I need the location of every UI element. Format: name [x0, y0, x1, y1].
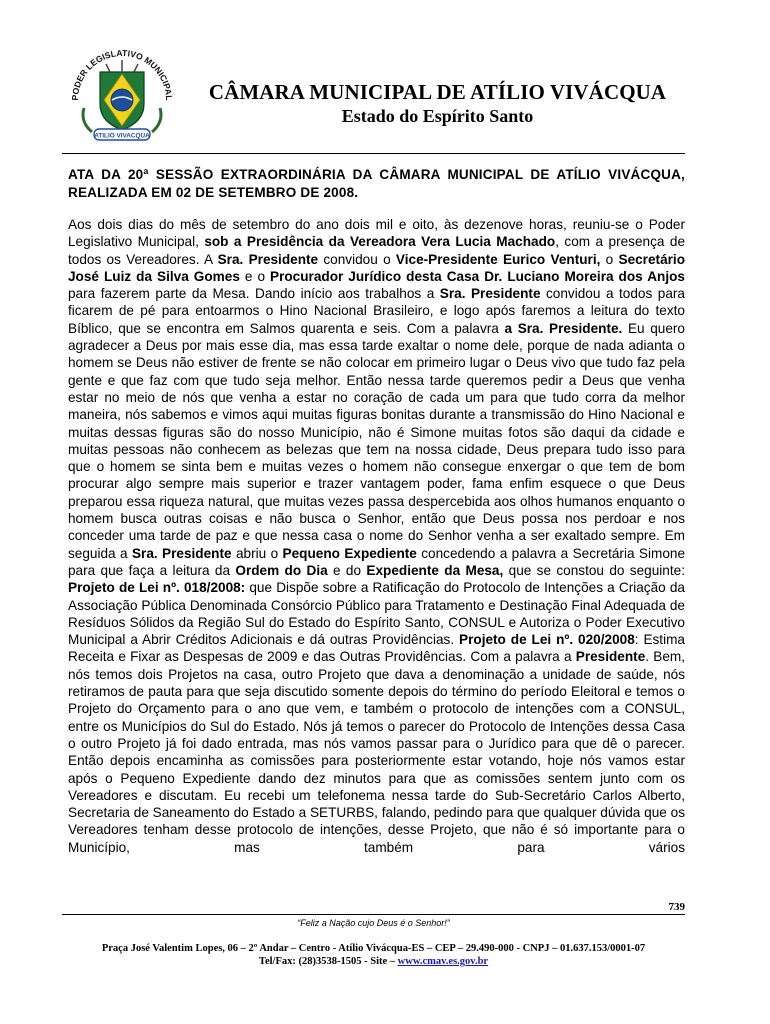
page-number: 739 [668, 901, 685, 913]
body-bold-run: Ordem do Dia [235, 562, 328, 578]
body-bold-run: Pequeno Expediente [282, 545, 417, 561]
body-bold-run: Sra. Presidente [131, 545, 232, 561]
footer-site-link[interactable]: www.cmav.es.gov.br [397, 956, 489, 967]
body-text-run: que Dispõe sobre a Ratificação do Protocolo de Intenções a Criação da Associação Pública Denominada Consórcio Público para Tratamento e Destinação Final Adequada de Resíduos Sólidos da Região Sul do Estado do Espírito Santo, CONSUL e Autoriza o Poder Executivo Municipal a Abrir Créditos Adicionais e dá outras Providências. [68, 580, 685, 648]
body-bold-run: Vice-Presidente Eurico Venturi, [395, 251, 601, 267]
body-text-run: abriu o [231, 545, 283, 561]
body-text-run: Aos dois dias do mês de setembro do ano dois mil e oito, às dezenove horas, reuniu-se o Poder Legislativo Municipal, [68, 217, 685, 250]
body-text-run: concedendo a palavra a Secretária Simone para que faça a leitura da [68, 545, 686, 578]
body-text-run: para fazerem parte da Mesa. Dando início aos trabalhos a [68, 286, 440, 302]
body-bold-run: Projeto de Lei nº. 020/2008 [459, 632, 635, 648]
body-text-run: e o [239, 268, 271, 284]
footer-phone: Tel/Fax: (28)3538-1505 - Site – [258, 956, 398, 967]
body-text-run: e do [327, 562, 367, 578]
seal-ribbon-text: ATILIO VIVACQUA [94, 132, 150, 140]
body-bold-run: Procurador Jurídico desta Casa Dr. Luciano Moreira dos Anjos [270, 268, 685, 284]
body-bold-run: Projeto de Lei nº. 018/2008: [68, 580, 246, 596]
body-text-run: . Bem, nós temos dois Projetos na casa, outro Projeto que dava a denominação a unidade de saúde, nós retiramos de pauta para que seja discutido somente depois do término do período Eleitoral e temos o Projeto do Orçamento para o ano que vem, e também o protocolo de intenções com a CONSUL, entre os Municípios do Sul do Estado. Nós já temos o parecer do Protocolo de Intenções dessa Casa o outro Projeto já foi dado entrada, mas nós vamos passar para o Jurídico para que dê o parecer. Então depois encaminha as comissões para posteriormente estar votando, hoje nós vamos estar após o Pequeno Expediente dando dez minutos para que as comissões sentem junto com os Vereadores e discutam. Eu recebi um telefonema nessa tarde do Sub-Secretário Carlos Alberto, Secretaria de Saneamento do Estado a SETURBS, falando, pedindo para que qualquer dúvida que os Vereadores tenham desse protocolo de intenções, desse Projeto, que não é só importante para o Município, mas também para vários [68, 649, 685, 855]
body-text-run: Eu quero agradecer a Deus por mais esse dia, mas essa tarde exaltar o nome dele, porque de nada adianta o homem se Deus não estiver de frente se não colocar em primeiro lugar o Deus vivo que tudo faz pela gente e que faz com que tudo seja melhor. Então nessa tarde queremos pedir a Deus que venha estar no meio de nós que venha a estar no coração de cada um para que tudo corra da melhor maneira, nós sabemos e vimos aqui muitas figuras bonitas durante a transmissão do Hino Nacional e muitas dessas figuras são do nosso Município, não é Simone muitas fotos são daqui da cidade e muitas pessoas não conhecem as belezas que tem na nossa cidade, Deus prepara tudo isso para que o homem se sinta bem e muitas vezes o homem não consegue enxergar o que tem de bom procurar algo sempre mais superior e trazer vantagem poder, fama enfim esquece o que Deus preparou essa riqueza natural, que muitas vezes passa despercebida aos olhos humanos enquanto o homem busca outras coisas e não busca o Senhor, então que Deus possa nos perdoar e nos conceder uma tarde de paz e que nessa casa o nome do Senhor venha a ser exaltado sempre. Em seguida a [68, 320, 685, 561]
body-text-run: , com a presença de todos os Vereadores. A [68, 234, 685, 267]
body-bold-run: Secretário José Luiz da Silva Gomes [68, 251, 685, 284]
body-bold-run: Presidente [575, 649, 646, 665]
body-bold-run: Sra. Presidente [439, 286, 541, 302]
footer-address: Praça José Valentim Lopes, 06 – 2º Andar – Centro - Atílio Vivácqua-ES – CEP – 29.490-000 - CNPJ – 01.637.153/0001-07 [101, 943, 646, 954]
footer-contact [62, 955, 685, 968]
body-text-run: convidou a todos para ficarem de pé para entoarmos o Hino Nacional Brasileiro, e logo após faremos a leitura do texto Bíblico, que se encontra em Salmos quarenta e seis. Com a palavra [68, 286, 685, 336]
header-divider [62, 153, 685, 154]
body-bold-run: sob a Presidência da Vereadora Vera Lucia Machado [204, 234, 556, 250]
body-text-run: que se constou do seguinte: [503, 562, 685, 578]
page-subtitle: Estado do Espírito Santo [341, 106, 534, 126]
body-bold-run: Sra. Presidente [217, 251, 319, 267]
footer-divider [62, 914, 685, 915]
page-title: CÂMARA MUNICIPAL DE ATÍLIO VIVÁCQUA [208, 80, 667, 104]
legislative-seal-logo [62, 38, 182, 146]
minutes-heading: ATA DA 20ª SESSÃO EXTRAORDINÁRIA DA CÂMARA MUNICIPAL DE ATÍLIO VIVÁCQUA, REALIZADA EM 02 DE SETEMBRO DE 2008. [68, 167, 685, 200]
minutes-body [68, 216, 685, 856]
body-text-run: : Estima Receita e Fixar as Despesas de 2009 e das Outras Providências. Com a palavra a [68, 632, 685, 665]
body-bold-run: Expediente da Mesa, [366, 562, 504, 578]
body-text-run: convidou o [318, 251, 396, 267]
footer-motto: “Feliz a Nação cujo Deus é o Senhor!” [297, 918, 450, 928]
body-bold-run: a Sra. Presidente. [504, 320, 623, 336]
seal-top-text: PODER LEGISLATIVO MUNICIPAL [69, 47, 175, 101]
body-text-run: o [600, 251, 619, 267]
